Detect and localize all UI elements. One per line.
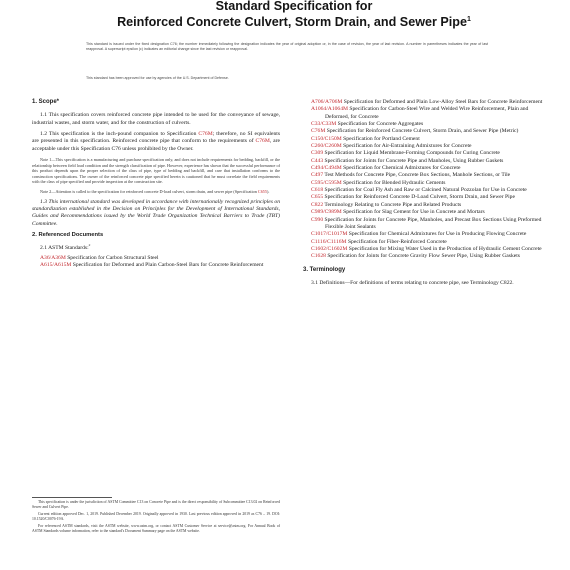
reference-title: Specification for Air-Entraining Admixtures for Concrete xyxy=(341,143,472,150)
reference-code-link[interactable]: A1064/A1064M xyxy=(311,106,348,113)
section-2-heading: 2. Referenced Documents xyxy=(32,232,104,238)
reference-code-link[interactable]: C1017/C1017M xyxy=(311,231,348,238)
link-c76m[interactable]: C76M xyxy=(198,131,213,138)
title-line-1: Standard Specification for xyxy=(215,0,373,13)
reference-title: Specification for Reinforced Concrete Culvert, Storm Drain, and Sewer Pipe (Metric) xyxy=(325,128,519,135)
reference-title: Specification for Carbon Structural Steel xyxy=(65,254,159,261)
paragraph-3-1: 3.1 Definitions—For definitions of terms relating to concrete pipe, see Terminology C822. xyxy=(311,279,514,286)
reference-title: Terminology Relating to Concrete Pipe and Related Products xyxy=(323,201,462,208)
reference-title: Specification for Joints for Concrete Gravity Flow Sewer Pipe, Using Rubber Gaskets xyxy=(325,253,520,260)
footnote-rule xyxy=(32,497,112,498)
reference-item xyxy=(32,262,280,269)
reference-title: Specification for Reinforced Concrete D-Load Culvert, Storm Drain, and Sewer Pipe xyxy=(323,194,515,201)
reference-item xyxy=(303,150,551,157)
reference-item xyxy=(303,106,551,121)
reference-code-link[interactable]: C1602/C1602M xyxy=(311,245,348,252)
reference-item xyxy=(303,136,551,143)
footnote-1: This specification is under the jurisdiction of ASTM Committee C13 on Concrete Pipe and is the direct responsibility of Subcommittee C13.02 on Reinforced Sewer and Culvert Pipe. xyxy=(32,500,280,509)
designation-notice: This standard is issued under the fixed designation C76; the number immediately following the designation indicates the year of original adoption or, in the case of revision, the year of last revision. A number in parentheses indicates the year of last reapproval. A superscript epsilon (ε) indicates an editorial change since the last revision or reapproval. xyxy=(86,42,488,51)
reference-title: Specification for Mixing Water Used in the Production of Hydraulic Cement Concrete xyxy=(347,245,542,252)
reference-title: Test Methods for Concrete Pipe, Concrete Box Sections, Manhole Sections, or Tile xyxy=(323,172,511,179)
reference-code-link[interactable]: C618 xyxy=(311,187,324,194)
left-column xyxy=(32,99,280,269)
footnote-2: For referenced ASTM standards, visit the ASTM website, www.astm.org, or contact ASTM Customer Service at service@astm.org. For Annual Book of ASTM Standards volume information, refer to the standard's Document Summary page on the ASTM website. xyxy=(32,523,280,533)
reference-title: Specification for Joints for Concrete Pipe and Manholes, Using Rubber Gaskets xyxy=(323,157,504,164)
dod-approval-notice: This standard has been approved for use by agencies of the U.S. Department of Defense. xyxy=(86,76,229,80)
title-text: Reinforced Concrete Culvert, Storm Drain, and Sewer Pipe xyxy=(117,15,467,30)
reference-list-left xyxy=(32,255,280,270)
reference-code-link[interactable]: C150/C150M xyxy=(311,135,342,142)
reference-title: Specification for Joints for Concrete Pipe, Manholes, and Precast Box Sections Using Preformed Flexible Joint Sealants xyxy=(323,216,542,230)
right-column xyxy=(303,99,551,291)
paragraph-1-2-text-c: , are acceptable under this Specification C76 unless prohibited by the Owner. xyxy=(32,138,280,152)
link-c76m-2[interactable]: C76M xyxy=(255,138,270,145)
reference-code-link[interactable]: C595/C595M xyxy=(311,179,342,186)
reference-title: Specification for Fiber-Reinforced Concrete xyxy=(346,238,447,245)
reference-code-link[interactable]: C990 xyxy=(311,216,324,223)
reference-title: Specification for Deformed and Plain Low-Alloy Steel Bars for Concrete Reinforcement xyxy=(342,99,543,105)
title-footnote-mark: 1 xyxy=(467,16,471,23)
footnote-1-edition: Current edition approved Dec. 1, 2019. Published December 2019. Originally approved in 1930. Last previous edition approved in 2019 as C76 – 19. DOI: 10.1520/C0076-19A. xyxy=(32,511,280,521)
reference-title: Specification for Portland Cement xyxy=(341,135,420,142)
document-header xyxy=(84,0,504,29)
reference-code-link[interactable]: C260/C260M xyxy=(311,143,342,150)
reference-title: Specification for Carbon-Steel Wire and Welded Wire Reinforcement, Plain and Deformed, for Concrete xyxy=(325,106,529,120)
footnotes xyxy=(32,500,280,535)
subsection-2-1 xyxy=(40,242,280,252)
reference-title: Specification for Deformed and Plain Carbon-Steel Bars for Concrete Reinforcement xyxy=(71,261,264,268)
paragraph-1-2-text-b: ; therefore, no SI equivalents are presented in this specification. Reinforced concrete pipe that conform to the requirements of xyxy=(32,131,280,145)
reference-item xyxy=(303,217,551,232)
reference-code-link[interactable]: A36/A36M xyxy=(40,254,66,261)
subsection-2-1-label: 2.1 ASTM Standards: xyxy=(40,245,89,252)
footnote-mark-2: 2 xyxy=(88,243,91,248)
reference-title: Specification for Chemical Admixtures for Concrete xyxy=(341,165,461,172)
reference-code-link[interactable]: C822 xyxy=(311,201,324,208)
reference-title: Specification for Chemical Admixtures for Use in Producing Flowing Concrete xyxy=(347,231,527,238)
title-line-2 xyxy=(84,13,504,29)
reference-title: Specification for Slag Cement for Use in Concrete and Mortars xyxy=(341,209,485,216)
reference-code-link[interactable]: C309 xyxy=(311,150,324,157)
reference-item xyxy=(303,253,551,260)
section-1-heading: 1. Scope* xyxy=(32,99,60,105)
reference-code-link[interactable]: C1116/C1116M xyxy=(311,238,347,245)
note-2 xyxy=(32,189,280,195)
paragraph-1-2-text-a: 1.2 This specification is the inch-pound companion to Specification xyxy=(40,131,199,138)
paragraph-1-2 xyxy=(32,131,280,153)
section-3-heading: 3. Terminology xyxy=(303,266,346,273)
reference-code-link[interactable]: C655 xyxy=(311,194,324,201)
note-2-text-a: Note 2—Attention is called to the specification for reinforced concrete D-load culvert, storm drain, and sewer pipe (Specification xyxy=(40,189,258,195)
reference-item xyxy=(303,239,551,246)
reference-code-link[interactable]: C33/C33M xyxy=(311,121,337,128)
reference-code-link[interactable]: A706/A706M xyxy=(311,99,343,105)
reference-code-link[interactable]: C443 xyxy=(311,157,324,164)
reference-code-link[interactable]: C497 xyxy=(311,172,324,179)
reference-code-link[interactable]: C1628 xyxy=(311,253,326,260)
reference-title: Specification for Concrete Aggregates xyxy=(336,121,424,128)
reference-item xyxy=(32,255,280,262)
reference-code-link[interactable]: C76M xyxy=(311,128,326,135)
link-c655[interactable]: C655 xyxy=(257,189,267,195)
reference-item xyxy=(303,209,551,216)
paragraph-1-3: 1.3 This international standard was developed in accordance with internationally recognized principles on standardization established in the Decision on Principles for the Development of International Standards, Guides and Recommendations issued by the World Trade Organization Technical Barriers to Trade (TBT) Committee. xyxy=(32,198,280,227)
reference-code-link[interactable]: C989/C989M xyxy=(311,209,342,216)
paragraph-1-1: 1.1 This specification covers reinforced concrete pipe intended to be used for the conveyance of sewage, industrial wastes, and storm water, and for the construction of culverts. xyxy=(32,112,280,126)
reference-list-right xyxy=(303,99,551,261)
reference-code-link[interactable]: A615/A615M xyxy=(40,261,72,268)
note-2-text-b: ). xyxy=(266,189,270,195)
reference-item xyxy=(303,194,551,201)
reference-title: Specification for Coal Fly Ash and Raw or Calcined Natural Pozzolan for Use in Concrete xyxy=(323,187,527,194)
reference-title: Specification for Liquid Membrane-Forming Compounds for Curing Concrete xyxy=(323,150,500,157)
reference-code-link[interactable]: C494/C494M xyxy=(311,165,342,172)
reference-item xyxy=(303,231,551,238)
reference-item xyxy=(303,172,551,179)
reference-item xyxy=(303,158,551,165)
reference-title: Specification for Blended Hydraulic Cements xyxy=(341,179,446,186)
reference-item xyxy=(303,128,551,135)
note-1: Note 1—This specification is a manufacturing and purchase specification only, and does not include requirements for bedding, backfill, or the relationship between field load condition and the strength classification of pipe. However, experience has shown that the successful performance of this product depends upon the proper selection of the class of pipe, type of bedding and backfill, and care that installation conforms to the construction specifications. The owner of the reinforced concrete pipe specified herein is cautioned that he must correlate the field requirements with the class of pipe specified and provide inspection at the construction site. xyxy=(32,157,280,185)
